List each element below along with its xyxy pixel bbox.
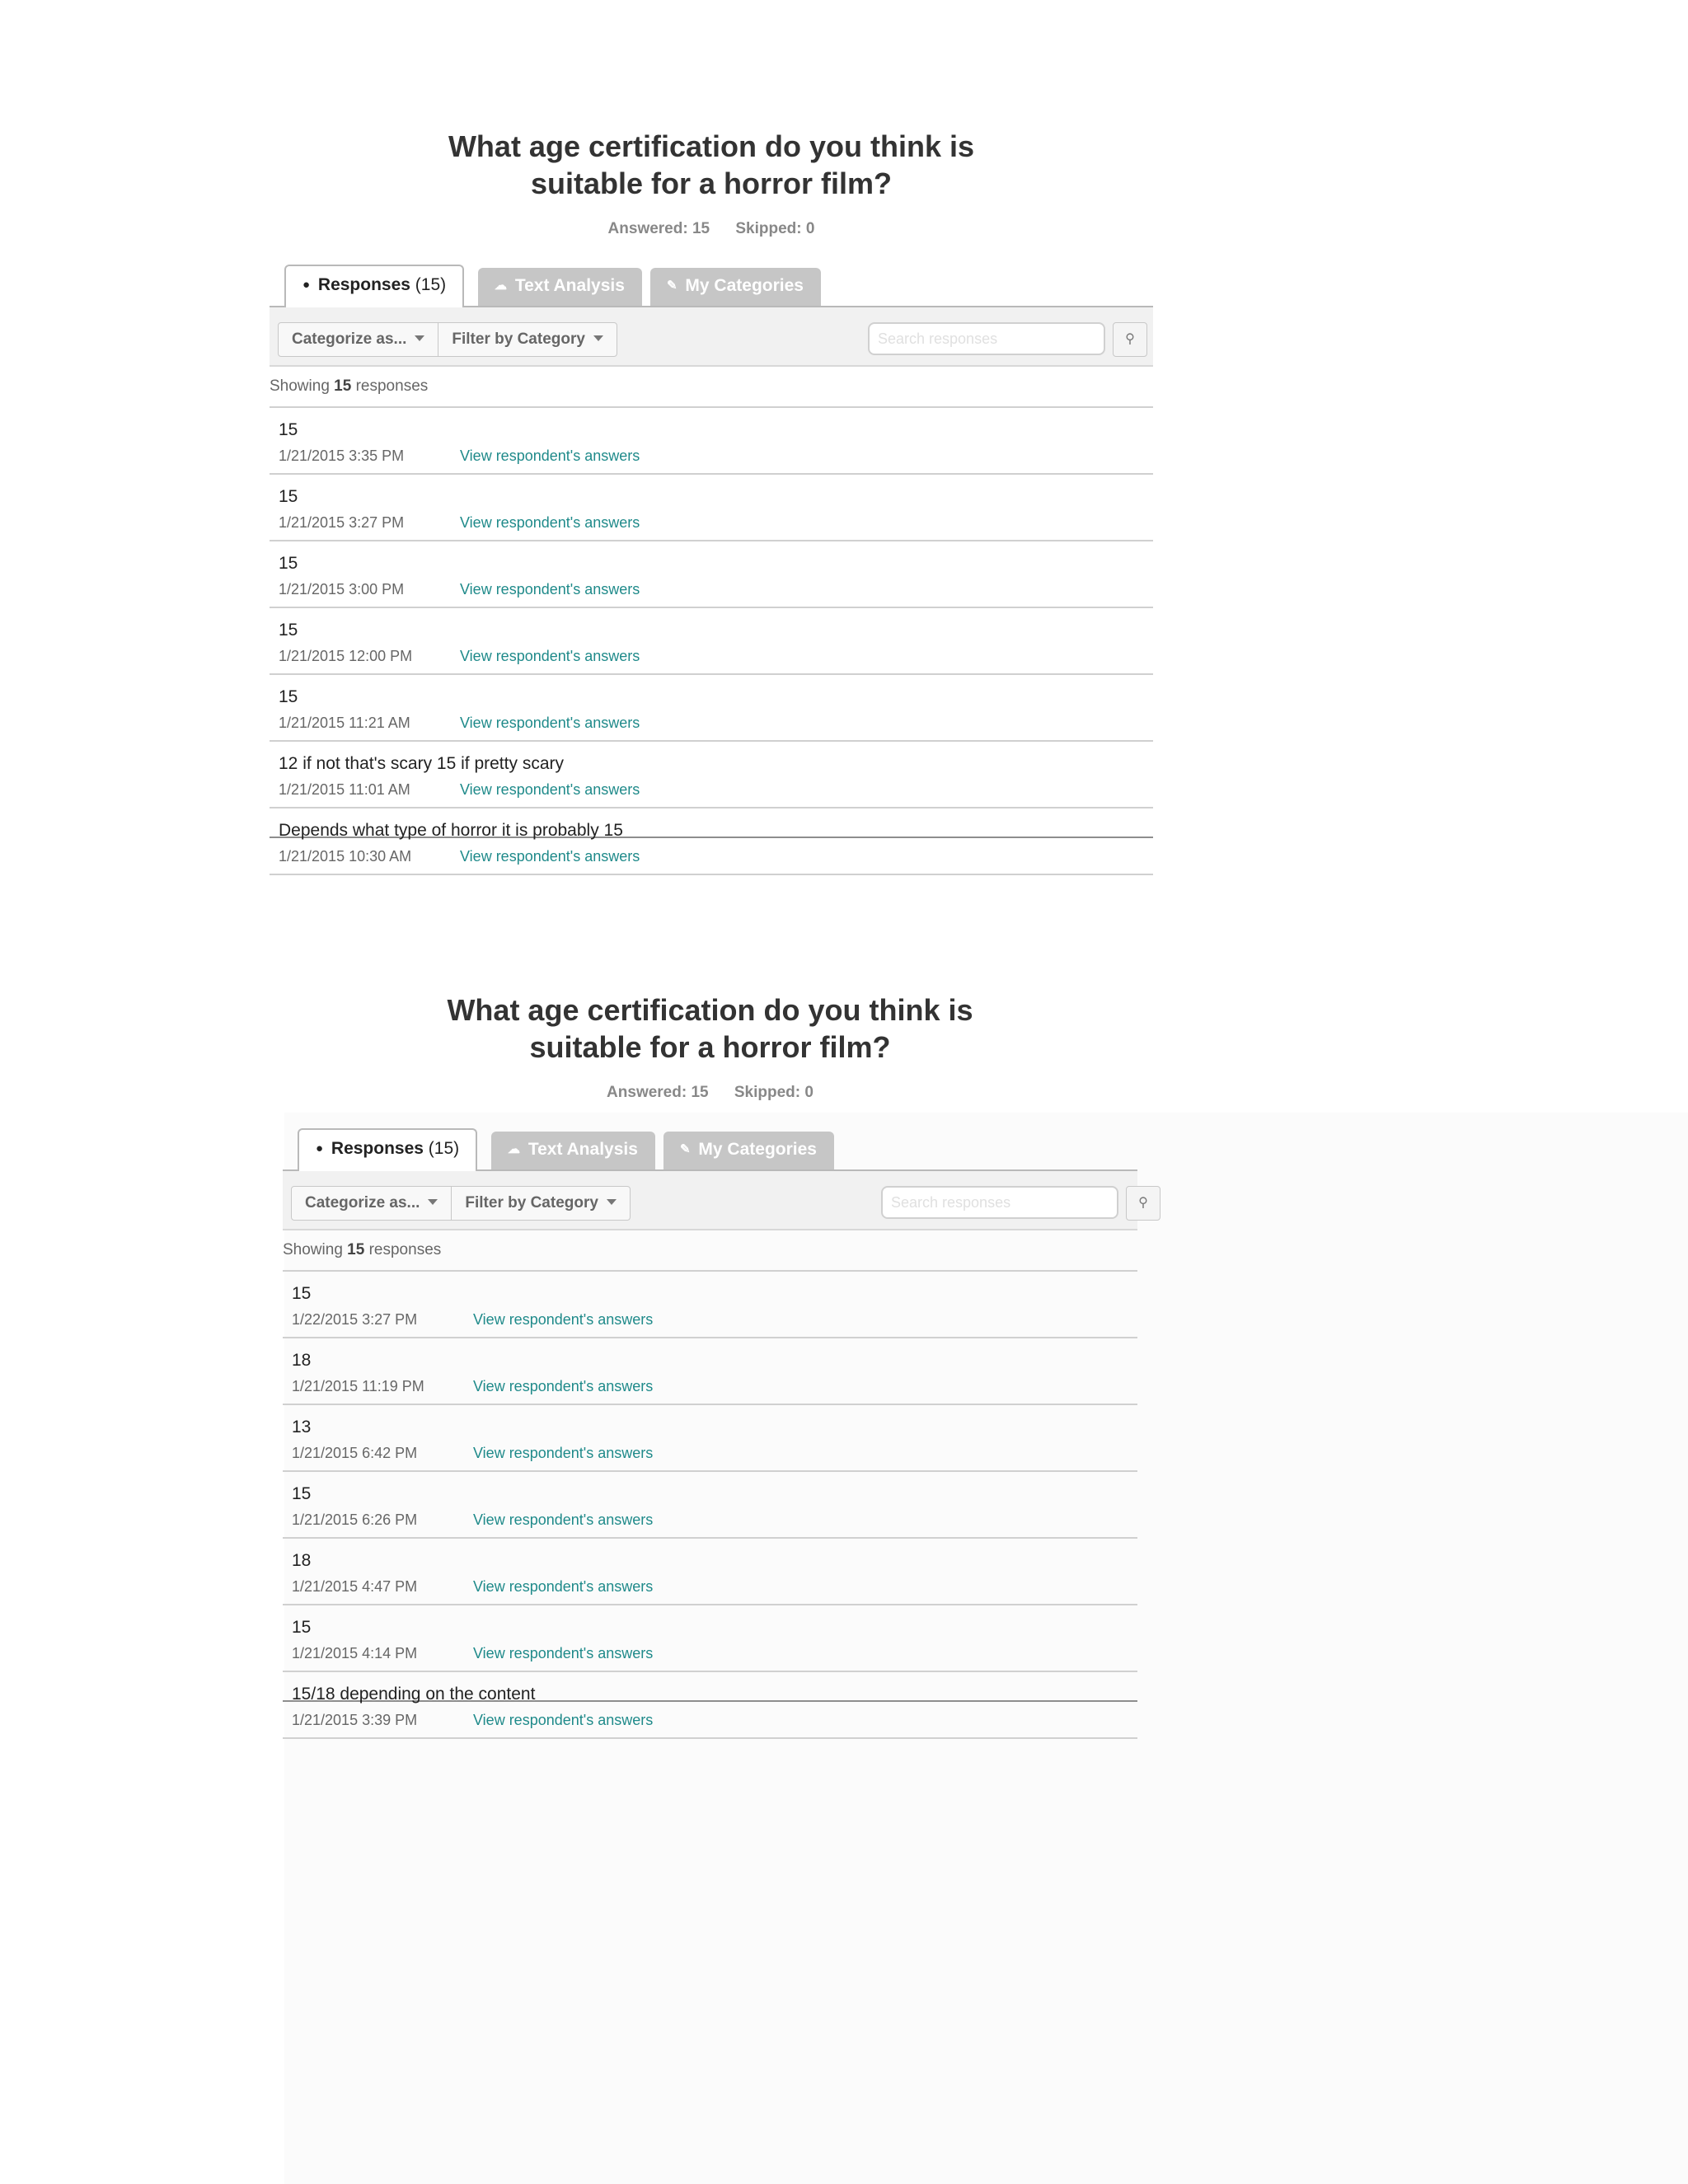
speech-bubble-icon: ● [316, 1141, 324, 1155]
question-panel-2 [283, 991, 1148, 1728]
search-icon: ⚲ [1125, 332, 1135, 346]
view-respondent-answers-link[interactable]: View respondent's answers [460, 448, 640, 464]
view-respondent-answers-link[interactable]: View respondent's answers [473, 1578, 654, 1595]
showing-count [283, 1230, 1137, 1272]
chevron-down-icon [593, 335, 603, 341]
chevron-down-icon [428, 1199, 438, 1205]
response-toolbar [270, 307, 1153, 367]
tab-bar [283, 1128, 1137, 1171]
view-respondent-answers-link[interactable]: View respondent's answers [460, 715, 640, 731]
showing-suffix: responses [368, 1241, 442, 1258]
showing-prefix: Showing [283, 1241, 343, 1258]
response-answer: 15 [279, 687, 298, 706]
categorize-as-label: Categorize as... [305, 1194, 420, 1212]
question-title: What age certification do you think is suitable for a horror film? [448, 129, 975, 200]
response-row [270, 808, 1153, 875]
response-date: 1/21/2015 3:00 PM [279, 581, 405, 598]
response-date: 1/21/2015 6:26 PM [292, 1511, 418, 1528]
tab-text-analysis[interactable] [491, 1132, 655, 1169]
tab-responses-label: Responses [317, 275, 410, 294]
response-answer: 15 [292, 1284, 312, 1303]
tab-text-analysis-label: Text Analysis [514, 276, 625, 295]
tab-responses-label: Responses [331, 1139, 424, 1158]
response-date: 1/21/2015 11:19 PM [292, 1378, 424, 1394]
response-answer: 15/18 depending on the content [292, 1685, 536, 1704]
response-row [283, 1472, 1137, 1539]
view-respondent-answers-link[interactable]: View respondent's answers [460, 581, 640, 598]
filter-by-category-button[interactable] [451, 1187, 630, 1220]
response-row [270, 408, 1153, 475]
response-row [270, 608, 1153, 675]
toolbar-button-group [291, 1186, 631, 1221]
response-answer: 15 [279, 554, 298, 573]
response-date: 1/21/2015 10:30 AM [279, 848, 412, 865]
tab-my-categories[interactable] [663, 1132, 834, 1169]
tab-my-categories[interactable] [650, 268, 821, 306]
tab-bar [270, 265, 1153, 307]
filter-by-category-button[interactable] [438, 323, 617, 356]
response-row [283, 1405, 1137, 1472]
search-icon: ⚲ [1138, 1196, 1148, 1210]
search-button[interactable] [1113, 322, 1147, 357]
tag-icon: ✎ [667, 279, 678, 293]
question-stats [270, 220, 1153, 240]
response-date: 1/21/2015 3:27 PM [279, 514, 405, 531]
response-date: 1/21/2015 11:01 AM [279, 781, 410, 798]
response-row [283, 1672, 1137, 1739]
chevron-down-icon [415, 335, 424, 341]
view-respondent-answers-link[interactable]: View respondent's answers [460, 514, 640, 531]
showing-number: 15 [347, 1241, 365, 1258]
response-answer: 15 [292, 1618, 312, 1637]
response-date: 1/21/2015 11:21 AM [279, 715, 410, 731]
response-answer: 18 [292, 1351, 312, 1370]
response-answer: 18 [292, 1551, 312, 1570]
response-row [270, 742, 1153, 808]
view-respondent-answers-link[interactable]: View respondent's answers [473, 1311, 654, 1328]
response-row [270, 541, 1153, 608]
tab-responses[interactable] [284, 265, 464, 307]
search-button[interactable] [1126, 1186, 1160, 1221]
skipped-count: Skipped: 0 [734, 1084, 814, 1101]
search-responses-input[interactable] [868, 322, 1105, 355]
showing-count [270, 367, 1153, 408]
tab-responses[interactable] [298, 1128, 477, 1171]
response-row [283, 1338, 1137, 1405]
response-list [283, 1272, 1137, 1728]
view-respondent-answers-link[interactable]: View respondent's answers [460, 781, 640, 798]
tab-my-categories-label: My Categories [698, 1140, 817, 1159]
tab-text-analysis-label: Text Analysis [528, 1140, 638, 1159]
response-row [270, 475, 1153, 541]
answered-count: Answered: 15 [607, 1084, 709, 1101]
question-stats [283, 1084, 1137, 1104]
view-respondent-answers-link[interactable]: View respondent's answers [473, 1511, 654, 1528]
categorize-as-button[interactable] [279, 323, 438, 356]
response-date: 1/21/2015 12:00 PM [279, 648, 413, 664]
view-respondent-answers-link[interactable]: View respondent's answers [460, 848, 640, 865]
response-answer: 15 [279, 621, 298, 640]
showing-number: 15 [334, 377, 352, 395]
showing-prefix: Showing [270, 377, 330, 395]
skipped-count: Skipped: 0 [735, 220, 815, 237]
response-answer: 15 [292, 1484, 312, 1503]
response-answer: 15 [279, 420, 298, 439]
tab-responses-count: (15) [428, 1139, 460, 1158]
view-respondent-answers-link[interactable]: View respondent's answers [473, 1378, 654, 1394]
response-list [270, 408, 1153, 865]
response-date: 1/21/2015 3:35 PM [279, 448, 405, 464]
tab-responses-count: (15) [415, 275, 447, 294]
response-answer: 15 [279, 487, 298, 506]
response-date: 1/22/2015 3:27 PM [292, 1311, 418, 1328]
response-row [270, 675, 1153, 742]
question-title: What age certification do you think is suitable for a horror film? [447, 993, 973, 1064]
tab-my-categories-label: My Categories [685, 276, 804, 295]
view-respondent-answers-link[interactable]: View respondent's answers [473, 1445, 654, 1461]
filter-by-category-label: Filter by Category [452, 330, 585, 348]
response-row [283, 1272, 1137, 1338]
search-responses-input[interactable] [881, 1186, 1118, 1219]
response-answer: 12 if not that's scary 15 if pretty scary [279, 754, 564, 773]
response-row [283, 1539, 1137, 1605]
showing-suffix: responses [355, 377, 429, 395]
categorize-as-label: Categorize as... [292, 330, 407, 348]
categorize-as-button[interactable] [292, 1187, 451, 1220]
response-answer: Depends what type of horror it is probably 15 [279, 821, 623, 840]
response-row [283, 1605, 1137, 1672]
response-date: 1/21/2015 4:47 PM [292, 1578, 418, 1595]
tag-icon: ✎ [680, 1142, 691, 1156]
speech-bubble-icon: ● [302, 278, 311, 292]
filter-by-category-label: Filter by Category [465, 1194, 598, 1212]
view-respondent-answers-link[interactable]: View respondent's answers [460, 648, 640, 664]
tab-text-analysis[interactable] [478, 268, 642, 306]
chevron-down-icon [607, 1199, 617, 1205]
view-respondent-answers-link[interactable]: View respondent's answers [473, 1712, 654, 1728]
answered-count: Answered: 15 [607, 220, 710, 237]
cloud-icon: ☁ [508, 1142, 520, 1156]
response-date: 1/21/2015 3:39 PM [292, 1712, 418, 1728]
cloud-icon: ☁ [495, 279, 507, 293]
toolbar-button-group [278, 322, 617, 357]
response-date: 1/21/2015 4:14 PM [292, 1645, 418, 1661]
response-date: 1/21/2015 6:42 PM [292, 1445, 418, 1461]
question-panel-1 [270, 128, 1153, 865]
view-respondent-answers-link[interactable]: View respondent's answers [473, 1645, 654, 1661]
response-answer: 13 [292, 1418, 312, 1436]
response-toolbar [283, 1171, 1148, 1230]
